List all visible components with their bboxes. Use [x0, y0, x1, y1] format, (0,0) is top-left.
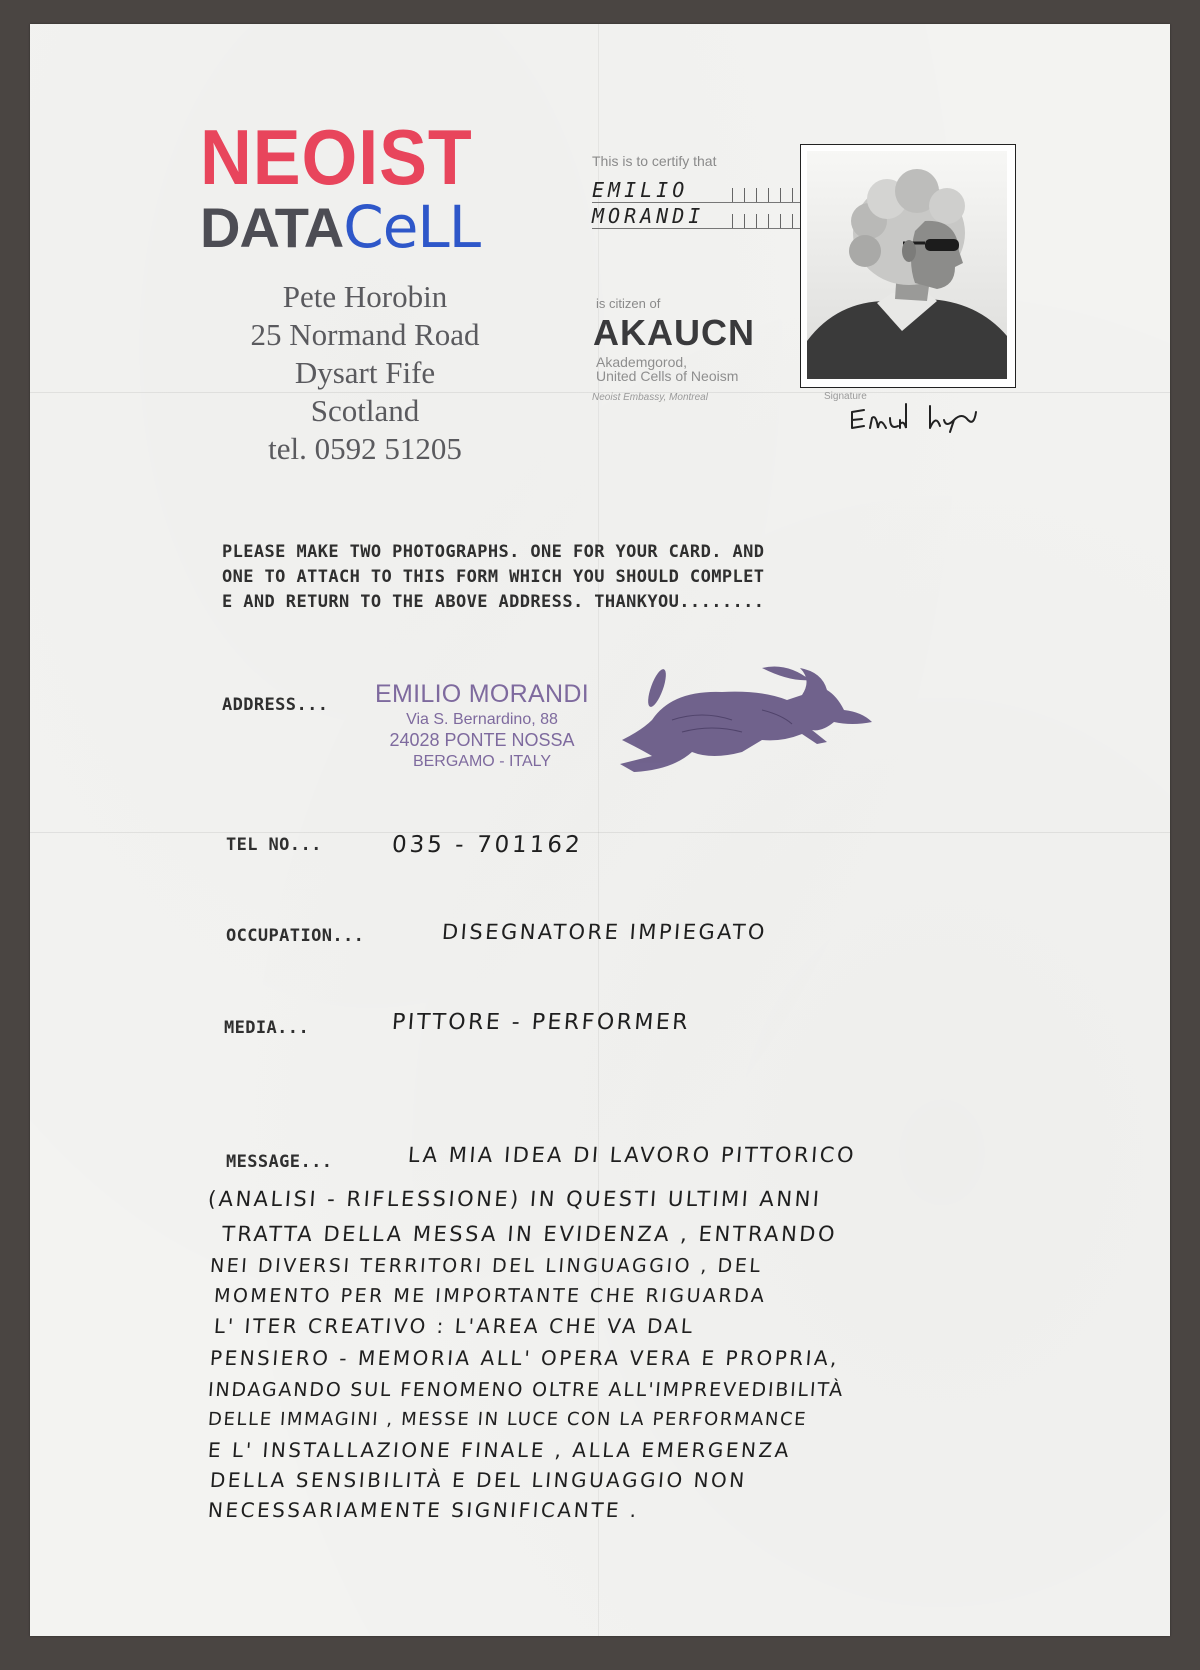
stamp-street: Via S. Bernardino, 88 — [406, 711, 558, 728]
stamp-name: EMILIO MORANDI — [375, 680, 589, 708]
message-line: L' ITER CREATIVO : L'AREA CHE VA DAL — [213, 1314, 696, 1338]
form-instructions — [222, 540, 764, 615]
message-line: INDAGANDO SUL FENOMENO OLTRE ALL'IMPREVEDIBILITÀ — [207, 1379, 845, 1401]
portrait-photo — [800, 144, 1016, 388]
stamp-city: 24028 PONTE NOSSA — [389, 730, 575, 750]
message-line: TRATTA DELLA MESSA IN EVIDENZA , ENTRANDO — [221, 1222, 838, 1246]
datacell-logo-cell: CeLL — [343, 193, 481, 261]
card-citizen-of-text: is citizen of — [596, 296, 661, 311]
form-instructions-line3: E AND RETURN TO THE ABOVE ADDRESS. THANKYOU........ — [222, 592, 765, 612]
card-signature-caption: Signature — [824, 391, 867, 402]
neoist-logo-text: NEOIST — [200, 113, 473, 201]
message-line: NEI DIVERSI TERRITORI DEL LINGUAGGIO , DEL — [209, 1255, 764, 1277]
letterhead-tel: tel. 0592 51205 — [268, 431, 462, 466]
card-last-name: MORANDI — [592, 204, 705, 228]
message-line: DELLE IMMAGINI , MESSE IN LUCE CON LA PERFORMANCE — [207, 1409, 808, 1430]
card-nation-detail — [596, 355, 738, 383]
card-nation: AKAUCN — [593, 312, 755, 353]
letterhead-town: Dysart Fife — [294, 355, 436, 390]
card-nation-line1: Akademgorod, — [596, 354, 688, 370]
card-embassy: Neoist Embassy, Montreal — [592, 392, 708, 403]
letterhead-country: Scotland — [310, 393, 420, 428]
letterhead-address — [200, 278, 530, 468]
message-line: PENSIERO - MEMORIA ALL' OPERA VERA E PROPRIA, — [209, 1346, 840, 1370]
form-instructions-line2: ONE TO ATTACH TO THIS FORM WHICH YOU SHOULD COMPLET — [222, 567, 765, 587]
message-line: E L' INSTALLAZIONE FINALE , ALLA EMERGENZA — [207, 1438, 792, 1462]
letterhead-name: Pete Horobin — [282, 279, 448, 314]
address-stamp — [372, 680, 592, 772]
stamp-region: BERGAMO - ITALY — [412, 753, 552, 770]
hare-stamp-icon — [612, 660, 882, 780]
occupation-value: DISEGNATORE IMPIEGATO — [441, 920, 768, 944]
form-instructions-line1: PLEASE MAKE TWO PHOTOGRAPHS. ONE FOR YOUR CARD. AND — [222, 542, 765, 562]
card-nation-line2: United Cells of Neoism — [596, 368, 739, 384]
handwritten-signature — [850, 398, 980, 434]
card-certify-text: This is to certify that — [592, 153, 717, 169]
message-line: DELLA SENSIBILITÀ E DEL LINGUAGGIO NON — [209, 1468, 748, 1492]
media-value: PITTORE - PERFORMER — [391, 1010, 691, 1035]
message-line: MOMENTO PER ME IMPORTANTE CHE RIGUARDA — [213, 1285, 768, 1307]
tel-value: 035 - 701162 — [391, 832, 584, 858]
letterhead-street: 25 Normand Road — [250, 317, 480, 352]
message-line: (ANALISI - RIFLESSIONE) IN QUESTI ULTIMI ANNI — [207, 1187, 823, 1211]
tel-label: TEL NO... — [226, 835, 322, 855]
address-label: ADDRESS... — [222, 695, 329, 715]
message-line-first: LA MIA IDEA DI LAVORO PITTORICO — [407, 1143, 857, 1167]
occupation-label: OCCUPATION... — [226, 926, 365, 946]
message-line: NECESSARIAMENTE SIGNIFICANTE . — [207, 1498, 640, 1522]
fold-line — [30, 832, 1170, 833]
media-label: MEDIA... — [224, 1018, 310, 1038]
card-first-name: EMILIO — [592, 178, 689, 202]
datacell-logo — [200, 193, 481, 261]
datacell-logo-data: DATA — [200, 196, 344, 259]
message-label: MESSAGE... — [226, 1152, 333, 1172]
